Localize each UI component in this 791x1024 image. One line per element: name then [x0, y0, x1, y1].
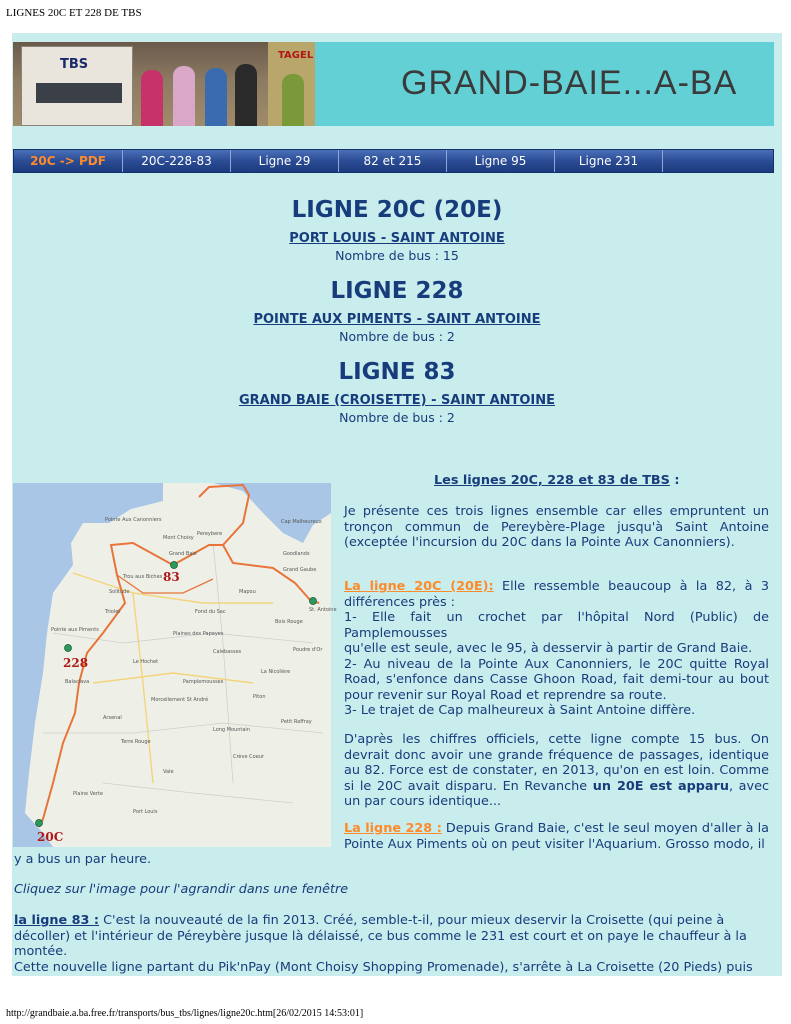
map-place: Long Mountain [213, 727, 250, 733]
map-place: Morcellement St André [151, 697, 209, 703]
line-title-228: LIGNE 228 [330, 278, 464, 304]
shop-front [268, 42, 315, 126]
article-83-text-cont: Cette nouvelle ligne partant du Pik'nPay (Mont Choisy Shopping Promenade), s'arrête à La Croisette (20 Pieds) puis [14, 959, 753, 975]
nav-bar [13, 149, 774, 173]
line-bus-count-83: Nombre de bus : 2 [339, 410, 455, 425]
article-intro: Je présente ces trois lignes ensemble car elles empruntent un tronçon commun de Pereybère-Plage jusqu'à Saint Antoine (exceptée l'incursion du 20C dans la Pointe Aux Canonniers). [344, 504, 769, 550]
map-place: Triolet [105, 609, 121, 615]
map-place: Grand Gaube [283, 567, 317, 573]
map-place: Mont Choisy [163, 535, 194, 541]
article-20c-point1: 1- Elle fait un crochet par l'hôpital Nord (Public) de Pamplemousses [344, 610, 769, 641]
article-20c-section [344, 579, 769, 719]
map-place: Pamplemousses [183, 679, 224, 685]
nav-item-ligne-29[interactable]: Ligne 29 [231, 150, 339, 172]
person-figure [141, 70, 163, 126]
map-place: Vale [163, 769, 174, 775]
nav-item-20c-228-83[interactable]: 20C-228-83 [123, 150, 231, 172]
print-footer-url: http://grandbaie.a.ba.free.fr/transports/bus_tbs/lignes/ligne20c.htm[26/02/2015 14:53:01] [6, 1008, 364, 1019]
nav-item-ligne-231[interactable]: Ligne 231 [555, 150, 663, 172]
nav-item-20c-pdf[interactable]: 20C -> PDF [14, 150, 123, 172]
map-place: Pointe Aux Canonniers [105, 517, 162, 523]
image-click-note: Cliquez sur l'image pour l'agrandir dans une fenêtre [14, 882, 349, 897]
bus-image [21, 46, 133, 126]
map-place: Petit Raffray [281, 719, 312, 725]
map-place: Cap Malheureux [281, 519, 322, 525]
map-place: Solitude [109, 589, 130, 595]
article-20c-point1b: qu'elle est seule, avec le 95, à desservir à partir de Grand Baie. [344, 641, 753, 656]
route-map-image[interactable] [13, 483, 337, 847]
article-83-text: C'est la nouveauté de la fin 2013. Créé, semble-t-il, pour mieux deservir la Croisette (qui peine à décoller) et l'intérieur de Péreybère jusque là délaissé, ce bus comme le 231 est court et on paye le chauffeur à la montée. [14, 913, 747, 959]
article-83-section [14, 913, 754, 975]
article-20c-point2: 2- Au niveau de la Pointe Aux Canonniers, le 20C quitte Royal Road, s'enfonce dans Casse Ghoon Road, fait demi-tour au bout pour revenir sur Royal Road et reprendre sa route. [344, 656, 769, 703]
site-title: GRAND-BAIE...A-BA [401, 64, 738, 102]
map-place: Port Louis [133, 809, 158, 815]
map-place: Le Hochet [133, 659, 159, 665]
map-place: Plaines des Papayes [173, 631, 224, 637]
article-228-section [344, 821, 769, 852]
shop-sign: TAGEL [278, 50, 314, 61]
page-content [12, 33, 782, 976]
map-label-20c: 20C [37, 830, 64, 844]
route-map-svg [13, 483, 337, 847]
banner-photo [13, 42, 315, 126]
article-228-text-cont: y a bus un par heure. [14, 852, 152, 867]
map-label-83: 83 [163, 570, 180, 584]
map-place: Balaclava [65, 679, 90, 685]
person-figure [282, 74, 304, 126]
map-place: Calebasses [213, 649, 242, 655]
line-route-83[interactable]: GRAND BAIE (CROISETTE) - SAINT ANTOINE [238, 393, 556, 408]
map-place: Crève Coeur [233, 754, 264, 760]
nav-item-82-215[interactable]: 82 et 215 [339, 150, 447, 172]
article-20c-label[interactable]: La ligne 20C (20E): [344, 579, 494, 594]
map-place: Terre Rouge [121, 739, 151, 745]
print-page-title: LIGNES 20C ET 228 DE TBS [6, 7, 142, 19]
article-83-label[interactable]: la ligne 83 : [14, 913, 100, 928]
article-20c-text: Elle ressemble beaucoup à la 82, à 3 différences près : [344, 579, 769, 610]
map-place: Poudre d'Or [293, 647, 323, 653]
article-228-label[interactable]: La ligne 228 : [344, 821, 442, 836]
line-bus-count-228: Nombre de bus : 2 [339, 329, 455, 344]
article-20c-point3: 3- Le trajet de Cap malheureux à Saint Antoine diffère. [344, 703, 696, 718]
person-figure [173, 66, 195, 126]
map-place: Trou aux Biches [123, 574, 163, 580]
map-place: La Nicolière [261, 669, 291, 675]
site-banner[interactable] [13, 42, 774, 126]
line-route-228[interactable]: POINTE AUX PIMENTS - SAINT ANTOINE [253, 312, 541, 327]
article-228-text: Depuis Grand Baie, c'est le seul moyen d'aller à la Pointe Aux Piments où on peut visiter l'Aquarium. Grosso modo, il [344, 821, 769, 852]
article-heading[interactable]: Les lignes 20C, 228 et 83 de TBS [434, 473, 670, 488]
map-label-228: 228 [63, 656, 89, 670]
map-place: Grand Baie [169, 551, 197, 557]
map-place: Pereybere [197, 531, 223, 537]
person-figure [205, 68, 227, 126]
map-place: Piton [253, 694, 266, 700]
line-route-20c[interactable]: PORT LOUIS - SAINT ANTOINE [289, 231, 505, 246]
article-heading-row [434, 473, 679, 489]
bus-window [36, 83, 122, 103]
person-figure [235, 64, 257, 126]
article-stats-end: , avec un par cours identique... [344, 778, 769, 809]
map-place: Goodlands [283, 551, 310, 557]
line-title-83: LIGNE 83 [338, 359, 456, 385]
map-place: Plaine Verte [73, 791, 103, 797]
map-place: St. Antoine [309, 607, 337, 613]
map-place: Mapou [239, 589, 256, 595]
map-place: Bois Rouge [275, 619, 303, 625]
map-place: Fond du Sac [195, 609, 226, 615]
article-stats-bold: un 20E est apparu [592, 778, 729, 794]
nav-item-ligne-95[interactable]: Ligne 95 [447, 150, 555, 172]
map-place: Arsenal [103, 715, 122, 721]
map-place: Pointe aux Piments [51, 627, 99, 633]
line-bus-count-20c: Nombre de bus : 15 [335, 248, 459, 263]
line-title-20c: LIGNE 20C (20E) [291, 197, 503, 223]
article-stats [344, 732, 769, 810]
bus-sign: TBS [60, 57, 89, 72]
article-stats-text: D'après les chiffres officiels, cette ligne compte 15 bus. On devrait donc avoir une grande fréquence de passages, identique au 82. Force est de constater, en 2013, qu'on en est loin. Comme si le 20C avait disparu. En Revanche [344, 732, 769, 794]
article-heading-colon: : [669, 473, 680, 488]
